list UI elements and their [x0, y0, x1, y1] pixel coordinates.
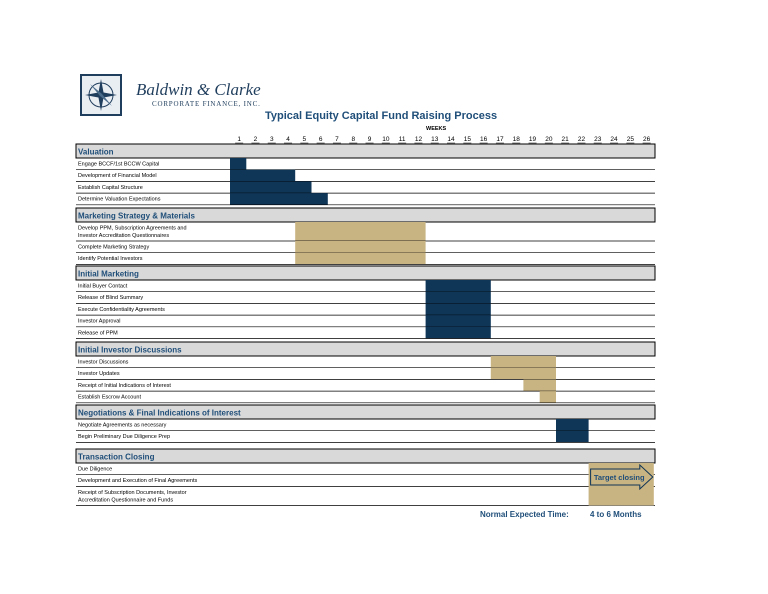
task-bar: [556, 419, 589, 431]
task-label-line2: Investor Accreditation Questionnaires: [78, 233, 170, 239]
task-label: Develop PPM, Subscription Agreements and: [78, 225, 187, 232]
task-label: Execute Confidentiality Agreements: [78, 306, 165, 313]
week-tick-label: 21: [561, 136, 569, 143]
task-bar: [295, 241, 425, 253]
expected-time-label: Normal Expected Time:: [480, 510, 569, 519]
task-bar: [295, 253, 425, 265]
week-tick-label: 23: [594, 136, 602, 143]
week-tick-label: 3: [269, 136, 274, 143]
week-tick-label: 8: [351, 136, 356, 143]
week-tick-label: 2: [253, 136, 258, 143]
chart-title: Typical Equity Capital Fund Raising Process: [265, 110, 498, 122]
task-label: Due Diligence: [78, 466, 113, 473]
week-tick-label: 19: [528, 136, 537, 143]
task-bar: [295, 222, 425, 241]
week-tick-label: 16: [480, 136, 488, 143]
section-title: Valuation: [78, 147, 114, 157]
task-label: Determine Valuation Expectations: [78, 196, 161, 203]
weeks-axis-label: WEEKS: [426, 126, 447, 132]
section-title: Initial Marketing: [78, 269, 139, 279]
week-tick-label: 1: [237, 136, 241, 143]
task-bar: [540, 391, 556, 403]
week-tick-label: 5: [302, 136, 307, 143]
task-bar: [491, 356, 556, 368]
task-label: Complete Marketing Strategy: [78, 244, 150, 251]
task-label: Receipt of Initial Indications of Interest: [78, 382, 171, 389]
week-tick-label: 11: [398, 136, 406, 143]
task-bar: [556, 431, 589, 443]
week-tick-label: 13: [431, 136, 439, 143]
section-title: Negotiations & Final Indications of Interest: [78, 408, 241, 418]
task-bar: [426, 315, 491, 327]
task-label: Receipt of Subscription Documents, Investor: [78, 489, 187, 496]
week-tick-label: 20: [545, 136, 553, 143]
task-label: Initial Buyer Contact: [78, 283, 128, 290]
task-label: Development and Execution of Final Agreements: [78, 478, 198, 485]
week-tick-label: 18: [512, 136, 520, 143]
task-label: Release of Blind Summary: [78, 295, 144, 302]
week-tick-label: 9: [367, 136, 372, 143]
task-bar: [426, 327, 491, 339]
task-bar: [230, 170, 295, 182]
week-tick-label: 7: [335, 136, 339, 143]
task-label: Investor Updates: [78, 371, 120, 378]
week-tick-label: 22: [577, 136, 586, 143]
section-title: Transaction Closing: [78, 452, 155, 462]
task-label: Begin Preliminary Due Diligence Prep: [78, 434, 171, 441]
task-label: Engage BCCF/1st BCCW Capital: [78, 161, 160, 168]
task-bar: [523, 379, 556, 391]
section-title: Initial Investor Discussions: [78, 345, 182, 355]
task-label: Development of Financial Model: [78, 173, 157, 180]
week-tick-label: 12: [414, 136, 423, 143]
week-tick-label: 6: [318, 136, 323, 143]
expected-time-value: 4 to 6 Months: [590, 510, 642, 519]
task-bar: [230, 158, 246, 170]
week-tick-label: 15: [463, 136, 471, 143]
week-tick-label: 17: [496, 136, 504, 143]
week-tick-label: 10: [382, 136, 390, 143]
task-label: Investor Approval: [78, 318, 121, 325]
section-header: [76, 449, 655, 463]
task-label: Identify Potential Investors: [78, 256, 143, 263]
week-tick-label: 24: [610, 136, 618, 143]
task-bar: [230, 193, 328, 205]
section-title: Marketing Strategy & Materials: [78, 211, 195, 221]
task-bar: [230, 181, 312, 193]
week-tick-label: 14: [447, 136, 455, 143]
task-label: Establish Escrow Account: [78, 394, 141, 401]
task-bar: [426, 292, 491, 304]
company-name: Baldwin & Clarke: [136, 80, 261, 99]
week-tick-label: 25: [626, 136, 634, 143]
task-label-line2: Accreditation Questionnaire and Funds: [78, 497, 174, 504]
task-label: Establish Capital Structure: [78, 184, 143, 191]
task-bar: [426, 303, 491, 315]
task-label: Release of PPM: [78, 330, 118, 337]
task-bar: [426, 280, 491, 292]
company-subtitle: CORPORATE FINANCE, INC.: [152, 100, 261, 108]
week-tick-label: 4: [286, 136, 290, 143]
section-header: [76, 144, 655, 158]
week-tick-label: 26: [643, 136, 651, 143]
section-header: [76, 266, 655, 280]
task-bar: [491, 368, 556, 380]
task-label: Negotiate Agreements as necessary: [78, 422, 167, 429]
task-label: Investor Discussions: [78, 359, 129, 366]
target-closing-label: Target closing: [593, 473, 645, 482]
